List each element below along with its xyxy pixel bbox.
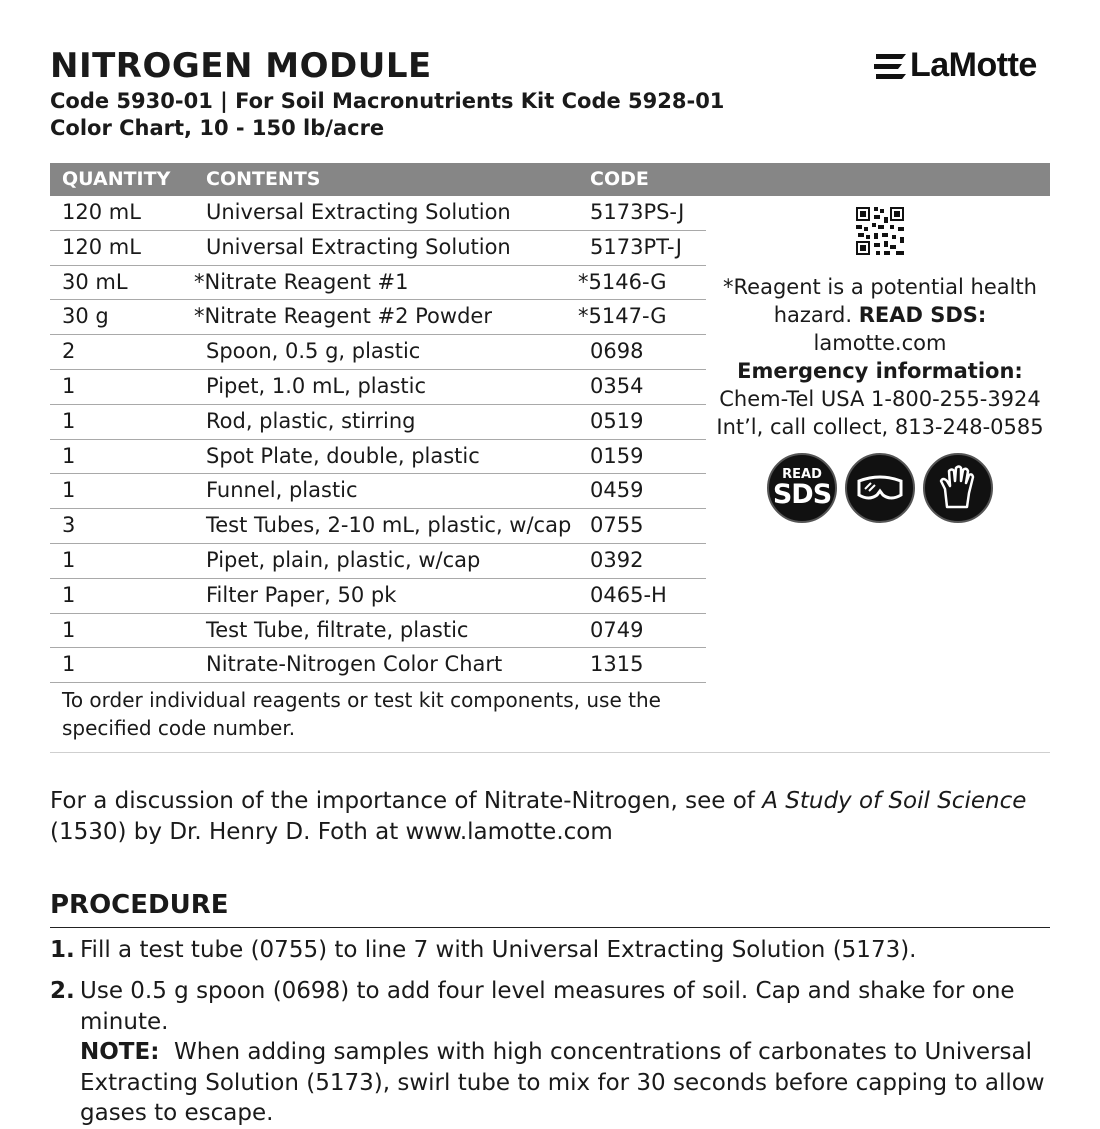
discussion-text: For a discussion of the importance of Nitrate-Nitrogen, see of (50, 788, 755, 814)
step-text: Fill a test tube (0755) to line 7 with Universal Extracting Solution (5173). (80, 937, 917, 963)
row-code: 5173PT-J (590, 234, 682, 259)
sds-label: SDS (772, 479, 832, 510)
row-quantity: 1 (62, 652, 76, 677)
row-contents: Pipet, plain, plastic, w/cap (206, 547, 481, 572)
hazard-word: hazard. (773, 303, 853, 327)
row-code: 0698 (590, 339, 644, 364)
procedure-step (50, 935, 1060, 966)
divider (50, 752, 1050, 753)
table-row (50, 648, 706, 683)
row-contents: *Nitrate Reagent #1 (194, 269, 409, 294)
step-number: 2. (50, 978, 75, 1004)
row-contents: *Nitrate Reagent #2 Powder (194, 304, 492, 329)
logo-text: LaMotte (910, 46, 1037, 84)
table-row (50, 544, 706, 579)
row-quantity: 30 g (62, 304, 109, 329)
table-row (50, 474, 706, 509)
emergency-title: Emergency information: (737, 359, 1023, 383)
contents-table (50, 196, 706, 683)
procedure-step (50, 976, 1060, 1129)
step-number: 1. (50, 937, 75, 963)
safety-goggles-icon (845, 453, 915, 523)
international-number: Int’l, call collect, 813-248-0585 (716, 415, 1044, 439)
row-code: 5173PS-J (590, 200, 685, 224)
step-text: Use 0.5 g spoon (0698) to add four level measures of soil. Cap and shake for one minute. (80, 978, 1015, 1035)
subtitle-range: Color Chart, 10 - 150 lb/acre (50, 116, 385, 140)
sds-website: lamotte.com (813, 331, 947, 355)
table-row (50, 405, 706, 440)
row-quantity: 1 (62, 373, 76, 398)
qr-code-icon (854, 205, 906, 257)
procedure-divider (50, 927, 1050, 928)
table-row (50, 335, 706, 370)
row-code: 0749 (590, 617, 644, 642)
row-contents: Filter Paper, 50 pk (206, 582, 397, 607)
row-quantity: 1 (62, 617, 76, 642)
row-contents: Test Tubes, 2-10 mL, plastic, w/cap (206, 513, 572, 538)
discussion-paragraph (50, 786, 1050, 848)
header-code: CODE (590, 168, 649, 190)
row-code: 0392 (590, 547, 644, 572)
table-row (50, 196, 706, 231)
row-code: 0465-H (590, 582, 667, 607)
safety-icons (710, 453, 1050, 523)
row-code: 1315 (590, 652, 644, 677)
row-code: 0354 (590, 373, 644, 398)
row-contents: Rod, plastic, stirring (206, 408, 416, 433)
header-contents: CONTENTS (206, 168, 321, 190)
table-row (50, 440, 706, 475)
row-quantity: 1 (62, 408, 76, 433)
gloves-icon (923, 453, 993, 523)
row-code: *5146-G (578, 269, 667, 294)
row-quantity: 120 mL (62, 200, 141, 224)
row-quantity: 1 (62, 582, 76, 607)
header-quantity: QUANTITY (62, 168, 171, 190)
table-row (50, 231, 706, 266)
table-row (50, 579, 706, 614)
row-quantity: 120 mL (62, 234, 141, 259)
read-sds-line (710, 301, 1050, 357)
subtitle-kit-code: Code 5930-01 | For Soil Macronutrients Kit Code 5928-01 (50, 89, 725, 113)
row-contents: Nitrate-Nitrogen Color Chart (206, 652, 503, 677)
chemtel-number: Chem-Tel USA 1-800-255-3924 (719, 387, 1041, 411)
row-quantity: 3 (62, 513, 76, 538)
row-contents: Funnel, plastic (206, 478, 358, 503)
row-code: 0459 (590, 478, 644, 503)
row-quantity: 1 (62, 443, 76, 468)
table-row (50, 509, 706, 544)
table-row (50, 614, 706, 649)
lamotte-logo (872, 46, 1052, 90)
health-hazard-text: *Reagent is a potential health (723, 275, 1037, 299)
discussion-source: (1530) by Dr. Henry D. Foth at www.lamotte.com (50, 819, 613, 845)
book-title: A Study of Soil Science (762, 788, 1027, 814)
row-contents: Spot Plate, double, plastic (206, 443, 480, 468)
note-text: When adding samples with high concentrations of carbonates to Universal Extracting Solution (5173), swirl tube to mix for 30 seconds before capping to allow gases to escape. (80, 1039, 1045, 1126)
table-row (50, 300, 706, 335)
read-label: READ (782, 467, 822, 482)
row-contents: Universal Extracting Solution (206, 200, 511, 224)
table-header (50, 163, 1050, 196)
row-quantity: 30 mL (62, 269, 128, 294)
row-contents: Test Tube, filtrate, plastic (206, 617, 469, 642)
read-sds-label: READ SDS: (858, 303, 987, 327)
row-code: *5147-G (578, 304, 667, 329)
safety-panel (710, 205, 1050, 523)
row-code: 0519 (590, 408, 644, 433)
row-quantity: 1 (62, 478, 76, 503)
lamotte-mark-icon (872, 52, 908, 82)
row-contents: Pipet, 1.0 mL, plastic (206, 373, 427, 398)
row-quantity: 1 (62, 547, 76, 572)
table-row (50, 370, 706, 405)
row-contents: Spoon, 0.5 g, plastic (206, 339, 421, 364)
row-contents: Universal Extracting Solution (206, 234, 511, 259)
order-note: To order individual reagents or test kit components, use the specified code number. (62, 688, 661, 740)
read-sds-icon (767, 453, 837, 523)
table-row (50, 266, 706, 301)
page-title: NITROGEN MODULE (50, 46, 432, 86)
row-code: 0755 (590, 513, 644, 538)
procedure-heading: PROCEDURE (50, 890, 229, 920)
row-code: 0159 (590, 443, 644, 468)
row-quantity: 2 (62, 339, 76, 364)
note-label: NOTE: (80, 1039, 160, 1065)
